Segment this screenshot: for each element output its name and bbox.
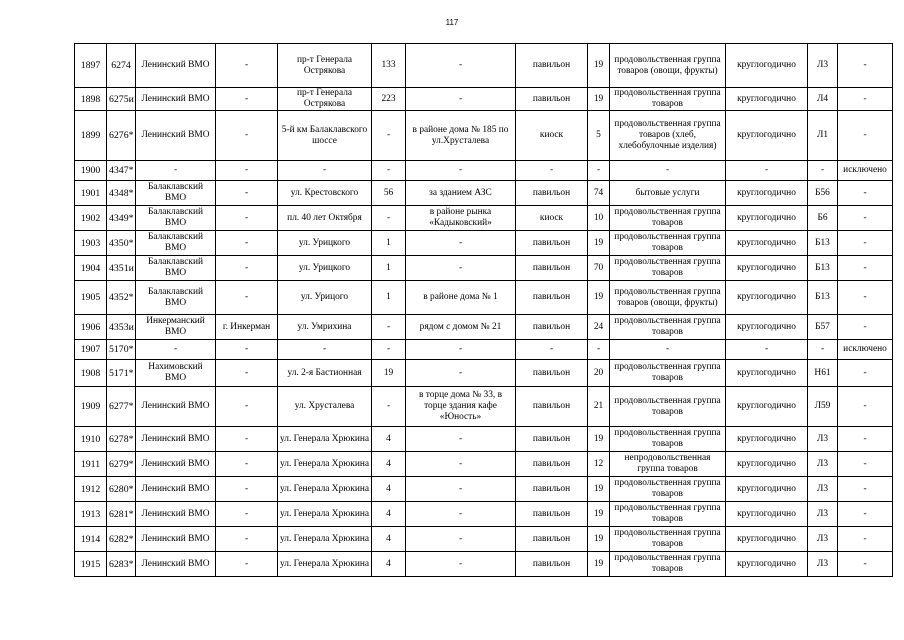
house-number-cell: 56 — [372, 181, 406, 206]
specialization-cell: бытовые услуги — [610, 181, 726, 206]
street-cell: пр-т Генерала Острякова — [278, 44, 372, 88]
object-type-cell: павильон — [516, 256, 588, 281]
note-cell: - — [838, 502, 893, 527]
note-cell: - — [838, 427, 893, 452]
zone-code-cell: Л3 — [808, 44, 838, 88]
row-number-cell: 1904 — [75, 256, 107, 281]
locality-cell: - — [216, 161, 278, 181]
table-row — [75, 88, 893, 111]
street-cell: ул. Урицкого — [278, 256, 372, 281]
district-cell: Ленинский ВМО — [136, 44, 216, 88]
street-cell: ул. Генерала Хрюкина — [278, 427, 372, 452]
kiosk-registry-table — [74, 43, 893, 577]
area-cell: 19 — [588, 552, 610, 577]
table-row — [75, 360, 893, 387]
house-number-cell: - — [372, 206, 406, 231]
table-row — [75, 477, 893, 502]
note-cell: - — [838, 387, 893, 427]
district-cell: Нахимовский ВМО — [136, 360, 216, 387]
operating-period-cell: круглогодично — [726, 111, 808, 161]
zone-code-cell: Б57 — [808, 315, 838, 340]
object-type-cell: павильон — [516, 502, 588, 527]
note-cell: - — [838, 552, 893, 577]
table-row — [75, 387, 893, 427]
zone-code-cell: - — [808, 161, 838, 181]
house-number-cell: 4 — [372, 552, 406, 577]
specialization-cell: продовольственная группа товаров — [610, 315, 726, 340]
locality-cell: - — [216, 111, 278, 161]
locality-cell: - — [216, 206, 278, 231]
locality-cell: - — [216, 88, 278, 111]
object-id-cell: 6277* — [107, 387, 136, 427]
object-type-cell: павильон — [516, 315, 588, 340]
area-cell: 19 — [588, 527, 610, 552]
house-number-cell: - — [372, 111, 406, 161]
object-id-cell: 4348* — [107, 181, 136, 206]
specialization-cell: продовольственная группа товаров (овощи, фрукты) — [610, 281, 726, 315]
object-id-cell: 5171* — [107, 360, 136, 387]
landmark-cell: в районе дома № 1 — [406, 281, 516, 315]
specialization-cell: продовольственная группа товаров — [610, 231, 726, 256]
operating-period-cell: круглогодично — [726, 502, 808, 527]
house-number-cell: 4 — [372, 452, 406, 477]
note-cell: исключено — [838, 340, 893, 360]
object-id-cell: 6280* — [107, 477, 136, 502]
zone-code-cell: Л1 — [808, 111, 838, 161]
specialization-cell: продовольственная группа товаров — [610, 256, 726, 281]
operating-period-cell: круглогодично — [726, 44, 808, 88]
object-id-cell: 6275и — [107, 88, 136, 111]
locality-cell: - — [216, 181, 278, 206]
landmark-cell: - — [406, 527, 516, 552]
landmark-cell: - — [406, 88, 516, 111]
note-cell: - — [838, 231, 893, 256]
area-cell: 5 — [588, 111, 610, 161]
operating-period-cell: круглогодично — [726, 427, 808, 452]
area-cell: 19 — [588, 44, 610, 88]
object-id-cell: 4352* — [107, 281, 136, 315]
object-type-cell: павильон — [516, 427, 588, 452]
street-cell: пл. 40 лет Октября — [278, 206, 372, 231]
area-cell: 12 — [588, 452, 610, 477]
table-row — [75, 161, 893, 181]
district-cell: Ленинский ВМО — [136, 502, 216, 527]
object-id-cell: 4353и — [107, 315, 136, 340]
row-number-cell: 1905 — [75, 281, 107, 315]
zone-code-cell: Л3 — [808, 552, 838, 577]
zone-code-cell: Л3 — [808, 427, 838, 452]
area-cell: - — [588, 161, 610, 181]
operating-period-cell: круглогодично — [726, 552, 808, 577]
zone-code-cell: Л3 — [808, 527, 838, 552]
landmark-cell: - — [406, 477, 516, 502]
object-type-cell: - — [516, 340, 588, 360]
landmark-cell: - — [406, 231, 516, 256]
object-id-cell: 4347* — [107, 161, 136, 181]
zone-code-cell: Б6 — [808, 206, 838, 231]
area-cell: 74 — [588, 181, 610, 206]
specialization-cell: - — [610, 340, 726, 360]
street-cell: ул. Урицого — [278, 281, 372, 315]
specialization-cell: продовольственная группа товаров — [610, 387, 726, 427]
locality-cell: - — [216, 44, 278, 88]
operating-period-cell: круглогодично — [726, 527, 808, 552]
table-row — [75, 206, 893, 231]
house-number-cell: 4 — [372, 427, 406, 452]
specialization-cell: продовольственная группа товаров — [610, 427, 726, 452]
operating-period-cell: - — [726, 340, 808, 360]
object-id-cell: 4350* — [107, 231, 136, 256]
object-id-cell: 4351и — [107, 256, 136, 281]
row-number-cell: 1902 — [75, 206, 107, 231]
zone-code-cell: Б13 — [808, 281, 838, 315]
table-body — [75, 44, 893, 577]
operating-period-cell: круглогодично — [726, 231, 808, 256]
object-type-cell: - — [516, 161, 588, 181]
landmark-cell: - — [406, 340, 516, 360]
house-number-cell: - — [372, 340, 406, 360]
table-row — [75, 256, 893, 281]
district-cell: Инкерманский ВМО — [136, 315, 216, 340]
row-number-cell: 1914 — [75, 527, 107, 552]
district-cell: Балаклавский ВМО — [136, 256, 216, 281]
zone-code-cell: Л59 — [808, 387, 838, 427]
object-type-cell: павильон — [516, 231, 588, 256]
table-row — [75, 552, 893, 577]
street-cell: ул. Урицкого — [278, 231, 372, 256]
table-row — [75, 111, 893, 161]
object-type-cell: павильон — [516, 527, 588, 552]
district-cell: Балаклавский ВМО — [136, 206, 216, 231]
street-cell: ул. Умрихина — [278, 315, 372, 340]
street-cell: ул. Генерала Хрюкина — [278, 477, 372, 502]
specialization-cell: - — [610, 161, 726, 181]
area-cell: - — [588, 340, 610, 360]
street-cell: - — [278, 161, 372, 181]
note-cell: - — [838, 477, 893, 502]
house-number-cell: 4 — [372, 502, 406, 527]
locality-cell: - — [216, 502, 278, 527]
landmark-cell: за зданием АЗС — [406, 181, 516, 206]
note-cell: - — [838, 44, 893, 88]
row-number-cell: 1898 — [75, 88, 107, 111]
district-cell: Ленинский ВМО — [136, 452, 216, 477]
operating-period-cell: круглогодично — [726, 256, 808, 281]
locality-cell: - — [216, 256, 278, 281]
object-id-cell: 6282* — [107, 527, 136, 552]
area-cell: 19 — [588, 281, 610, 315]
operating-period-cell: круглогодично — [726, 477, 808, 502]
house-number-cell: - — [372, 161, 406, 181]
specialization-cell: продовольственная группа товаров — [610, 206, 726, 231]
landmark-cell: - — [406, 452, 516, 477]
object-type-cell: киоск — [516, 206, 588, 231]
locality-cell: г. Инкерман — [216, 315, 278, 340]
street-cell: ул. Крестовского — [278, 181, 372, 206]
street-cell: ул. Генерала Хрюкина — [278, 552, 372, 577]
landmark-cell: в районе дома № 185 по ул.Хрусталева — [406, 111, 516, 161]
row-number-cell: 1912 — [75, 477, 107, 502]
district-cell: - — [136, 340, 216, 360]
area-cell: 19 — [588, 231, 610, 256]
landmark-cell: - — [406, 256, 516, 281]
operating-period-cell: - — [726, 161, 808, 181]
note-cell: - — [838, 360, 893, 387]
locality-cell: - — [216, 552, 278, 577]
page-number: 117 — [445, 18, 459, 27]
district-cell: Балаклавский ВМО — [136, 281, 216, 315]
row-number-cell: 1910 — [75, 427, 107, 452]
object-id-cell: 6274 — [107, 44, 136, 88]
specialization-cell: продовольственная группа товаров — [610, 477, 726, 502]
specialization-cell: продовольственная группа товаров (овощи, фрукты) — [610, 44, 726, 88]
operating-period-cell: круглогодично — [726, 206, 808, 231]
object-type-cell: павильон — [516, 281, 588, 315]
row-number-cell: 1897 — [75, 44, 107, 88]
row-number-cell: 1899 — [75, 111, 107, 161]
object-id-cell: 6276* — [107, 111, 136, 161]
object-type-cell: павильон — [516, 181, 588, 206]
landmark-cell: - — [406, 552, 516, 577]
house-number-cell: 1 — [372, 256, 406, 281]
note-cell: - — [838, 111, 893, 161]
table-row — [75, 452, 893, 477]
zone-code-cell: Б13 — [808, 256, 838, 281]
house-number-cell: 19 — [372, 360, 406, 387]
row-number-cell: 1900 — [75, 161, 107, 181]
table-row — [75, 427, 893, 452]
area-cell: 19 — [588, 427, 610, 452]
locality-cell: - — [216, 231, 278, 256]
object-type-cell: павильон — [516, 44, 588, 88]
locality-cell: - — [216, 477, 278, 502]
note-cell: исключено — [838, 161, 893, 181]
note-cell: - — [838, 206, 893, 231]
area-cell: 70 — [588, 256, 610, 281]
zone-code-cell: Н61 — [808, 360, 838, 387]
note-cell: - — [838, 181, 893, 206]
operating-period-cell: круглогодично — [726, 88, 808, 111]
zone-code-cell: Л3 — [808, 452, 838, 477]
landmark-cell: - — [406, 427, 516, 452]
row-number-cell: 1913 — [75, 502, 107, 527]
row-number-cell: 1903 — [75, 231, 107, 256]
specialization-cell: продовольственная группа товаров — [610, 360, 726, 387]
district-cell: Ленинский ВМО — [136, 111, 216, 161]
district-cell: Ленинский ВМО — [136, 88, 216, 111]
table-row — [75, 527, 893, 552]
table-row — [75, 44, 893, 88]
operating-period-cell: круглогодично — [726, 315, 808, 340]
zone-code-cell: - — [808, 340, 838, 360]
specialization-cell: продовольственная группа товаров — [610, 552, 726, 577]
row-number-cell: 1909 — [75, 387, 107, 427]
area-cell: 19 — [588, 502, 610, 527]
operating-period-cell: круглогодично — [726, 387, 808, 427]
row-number-cell: 1908 — [75, 360, 107, 387]
object-type-cell: павильон — [516, 552, 588, 577]
street-cell: ул. Генерала Хрюкина — [278, 527, 372, 552]
street-cell: пр-т Генерала Острякова — [278, 88, 372, 111]
street-cell: ул. Генерала Хрюкина — [278, 452, 372, 477]
object-id-cell: 4349* — [107, 206, 136, 231]
area-cell: 19 — [588, 477, 610, 502]
note-cell: - — [838, 88, 893, 111]
locality-cell: - — [216, 340, 278, 360]
row-number-cell: 1915 — [75, 552, 107, 577]
operating-period-cell: круглогодично — [726, 452, 808, 477]
locality-cell: - — [216, 452, 278, 477]
landmark-cell: - — [406, 502, 516, 527]
house-number-cell: 1 — [372, 231, 406, 256]
landmark-cell: - — [406, 161, 516, 181]
table-row — [75, 315, 893, 340]
landmark-cell: в торце дома № 33, в торце здания кафе «Юность» — [406, 387, 516, 427]
area-cell: 20 — [588, 360, 610, 387]
object-type-cell: павильон — [516, 477, 588, 502]
table-row — [75, 281, 893, 315]
object-id-cell: 6279* — [107, 452, 136, 477]
street-cell: ул. Генерала Хрюкина — [278, 502, 372, 527]
locality-cell: - — [216, 281, 278, 315]
note-cell: - — [838, 452, 893, 477]
area-cell: 10 — [588, 206, 610, 231]
district-cell: Балаклавский ВМО — [136, 231, 216, 256]
table-row — [75, 231, 893, 256]
house-number-cell: - — [372, 387, 406, 427]
landmark-cell: - — [406, 360, 516, 387]
note-cell: - — [838, 315, 893, 340]
specialization-cell: непродовольственная группа товаров — [610, 452, 726, 477]
street-cell: ул. Хрусталева — [278, 387, 372, 427]
specialization-cell: продовольственная группа товаров — [610, 88, 726, 111]
district-cell: Ленинский ВМО — [136, 387, 216, 427]
street-cell: - — [278, 340, 372, 360]
row-number-cell: 1901 — [75, 181, 107, 206]
zone-code-cell: Л3 — [808, 502, 838, 527]
object-type-cell: киоск — [516, 111, 588, 161]
district-cell: - — [136, 161, 216, 181]
note-cell: - — [838, 256, 893, 281]
row-number-cell: 1911 — [75, 452, 107, 477]
operating-period-cell: круглогодично — [726, 181, 808, 206]
area-cell: 19 — [588, 88, 610, 111]
landmark-cell: рядом с домом № 21 — [406, 315, 516, 340]
object-id-cell: 6283* — [107, 552, 136, 577]
house-number-cell: 4 — [372, 527, 406, 552]
area-cell: 24 — [588, 315, 610, 340]
house-number-cell: - — [372, 315, 406, 340]
house-number-cell: 223 — [372, 88, 406, 111]
landmark-cell: - — [406, 44, 516, 88]
table-row — [75, 181, 893, 206]
row-number-cell: 1907 — [75, 340, 107, 360]
object-type-cell: павильон — [516, 88, 588, 111]
note-cell: - — [838, 527, 893, 552]
zone-code-cell: Л3 — [808, 477, 838, 502]
specialization-cell: продовольственная группа товаров — [610, 502, 726, 527]
landmark-cell: в районе рынка «Кадыковский» — [406, 206, 516, 231]
street-cell: 5-й км Балаклавского шоссе — [278, 111, 372, 161]
zone-code-cell: Б56 — [808, 181, 838, 206]
table-row — [75, 340, 893, 360]
specialization-cell: продовольственная группа товаров — [610, 527, 726, 552]
district-cell: Балаклавский ВМО — [136, 181, 216, 206]
area-cell: 21 — [588, 387, 610, 427]
object-type-cell: павильон — [516, 360, 588, 387]
object-type-cell: павильон — [516, 387, 588, 427]
house-number-cell: 1 — [372, 281, 406, 315]
object-type-cell: павильон — [516, 452, 588, 477]
district-cell: Ленинский ВМО — [136, 552, 216, 577]
operating-period-cell: круглогодично — [726, 281, 808, 315]
house-number-cell: 4 — [372, 477, 406, 502]
district-cell: Ленинский ВМО — [136, 427, 216, 452]
specialization-cell: продовольственная группа товаров (хлеб, хлебобулочные изделия) — [610, 111, 726, 161]
zone-code-cell: Б13 — [808, 231, 838, 256]
locality-cell: - — [216, 360, 278, 387]
operating-period-cell: круглогодично — [726, 360, 808, 387]
zone-code-cell: Л4 — [808, 88, 838, 111]
object-id-cell: 6281* — [107, 502, 136, 527]
locality-cell: - — [216, 387, 278, 427]
note-cell: - — [838, 281, 893, 315]
object-id-cell: 6278* — [107, 427, 136, 452]
street-cell: ул. 2-я Бастионная — [278, 360, 372, 387]
locality-cell: - — [216, 427, 278, 452]
object-id-cell: 5170* — [107, 340, 136, 360]
row-number-cell: 1906 — [75, 315, 107, 340]
locality-cell: - — [216, 527, 278, 552]
district-cell: Ленинский ВМО — [136, 527, 216, 552]
table-row — [75, 502, 893, 527]
house-number-cell: 133 — [372, 44, 406, 88]
district-cell: Ленинский ВМО — [136, 477, 216, 502]
